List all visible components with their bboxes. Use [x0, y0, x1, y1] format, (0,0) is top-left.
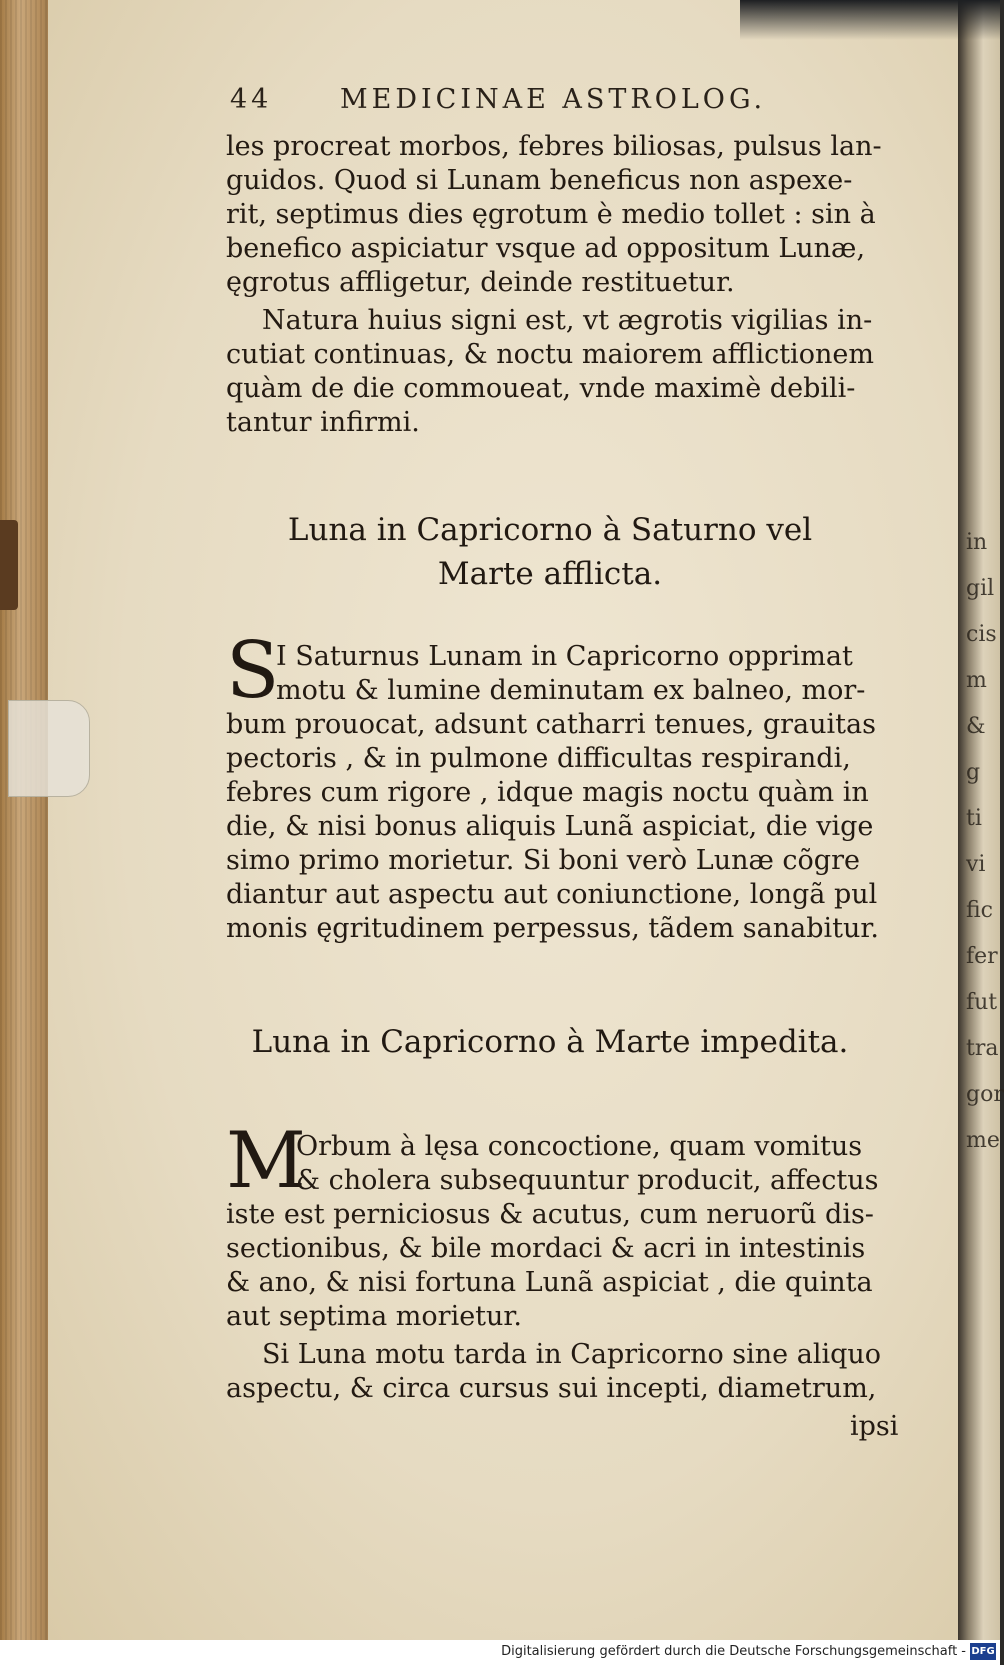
text-line: & ano, & nisi fortuna Lunã aspiciat , die quinta: [226, 1267, 873, 1298]
section-heading: Marte afflicta.: [437, 556, 663, 592]
running-head: [230, 84, 870, 115]
section-heading: Luna in Capricorno à Saturno vel: [287, 512, 813, 548]
text-line: I Saturnus Lunam in Capricorno opprimat: [276, 641, 853, 672]
drop-capital: S: [226, 626, 280, 716]
binding-shadow: [740, 0, 1000, 40]
text-line: bum prouocat, adsunt catharri tenues, grauitas: [226, 709, 876, 740]
text-line: benefico aspiciatur vsque ad oppositum Lunæ,: [226, 233, 866, 264]
book-clasp: [0, 520, 18, 610]
text-line: die, & nisi bonus aliquis Lunã aspiciat, die vige: [226, 811, 874, 842]
drop-capital: M: [226, 1116, 306, 1206]
text-line: febres cum rigore , idque magis noctu quàm in: [226, 777, 869, 808]
digitization-footer: [0, 1640, 1000, 1665]
text-line: sectionibus, & bile mordaci & acri in intestinis: [226, 1233, 866, 1264]
text-line: guidos. Quod si Lunam beneficus non aspexe-: [226, 165, 853, 196]
dfg-logo: DFG: [970, 1643, 996, 1660]
facing-page-fragments: in gil cis m & g ti vi fic fer fut tra gor me: [966, 530, 1004, 1153]
text-line: les procreat morbos, febres biliosas, pulsus lan-: [226, 131, 882, 162]
text-line: ęgrotus affligetur, deinde restituetur.: [226, 267, 735, 298]
text-line: & cholera subsequuntur producit, affectus: [296, 1165, 879, 1196]
text-line: Natura huius signi est, vt ægrotis vigilias in-: [262, 305, 873, 336]
facing-page-gutter: [958, 0, 1004, 1640]
text-line: aspectu, & circa cursus sui incepti, diametrum,: [226, 1373, 877, 1404]
text-line: monis ęgritudinem perpessus, tãdem sanabitur.: [226, 913, 879, 944]
text-line: Si Luna motu tarda in Capricorno sine aliquo: [262, 1339, 882, 1370]
text-line: motu & lumine deminutam ex balneo, mor-: [276, 675, 866, 706]
page-number: 44: [230, 84, 273, 115]
text-line: Orbum à lęsa concoctione, quam vomitus: [296, 1131, 863, 1162]
text-line: quàm de die commoueat, vnde maximè debili-: [226, 373, 856, 404]
text-line: rit, septimus dies ęgrotum è medio tollet : sin à: [226, 199, 876, 230]
section-heading: Luna in Capricorno à Marte impedita.: [251, 1024, 849, 1060]
text-line: simo primo morietur. Si boni verò Lunæ cõgre: [226, 845, 860, 876]
text-line: aut septima morietur.: [226, 1301, 522, 1332]
text-line: pectoris , & in pulmone difficultas respirandi,: [226, 743, 851, 774]
running-title: MEDICINAE ASTROLOG.: [340, 84, 767, 115]
text-line: iste est perniciosus & acutus, cum neruorũ dis-: [226, 1199, 874, 1230]
text-line: cutiat continuas, & noctu maiorem afflictionem: [226, 339, 874, 370]
text-line: diantur aut aspectu aut coniunctione, longã pul: [226, 879, 878, 910]
catchword: ipsi: [850, 1411, 899, 1442]
footer-credit: Digitalisierung gefördert durch die Deutsche Forschungsgemeinschaft -: [501, 1644, 966, 1659]
text-line: tantur infirmi.: [226, 407, 420, 438]
page-tab-marker: [8, 700, 90, 797]
